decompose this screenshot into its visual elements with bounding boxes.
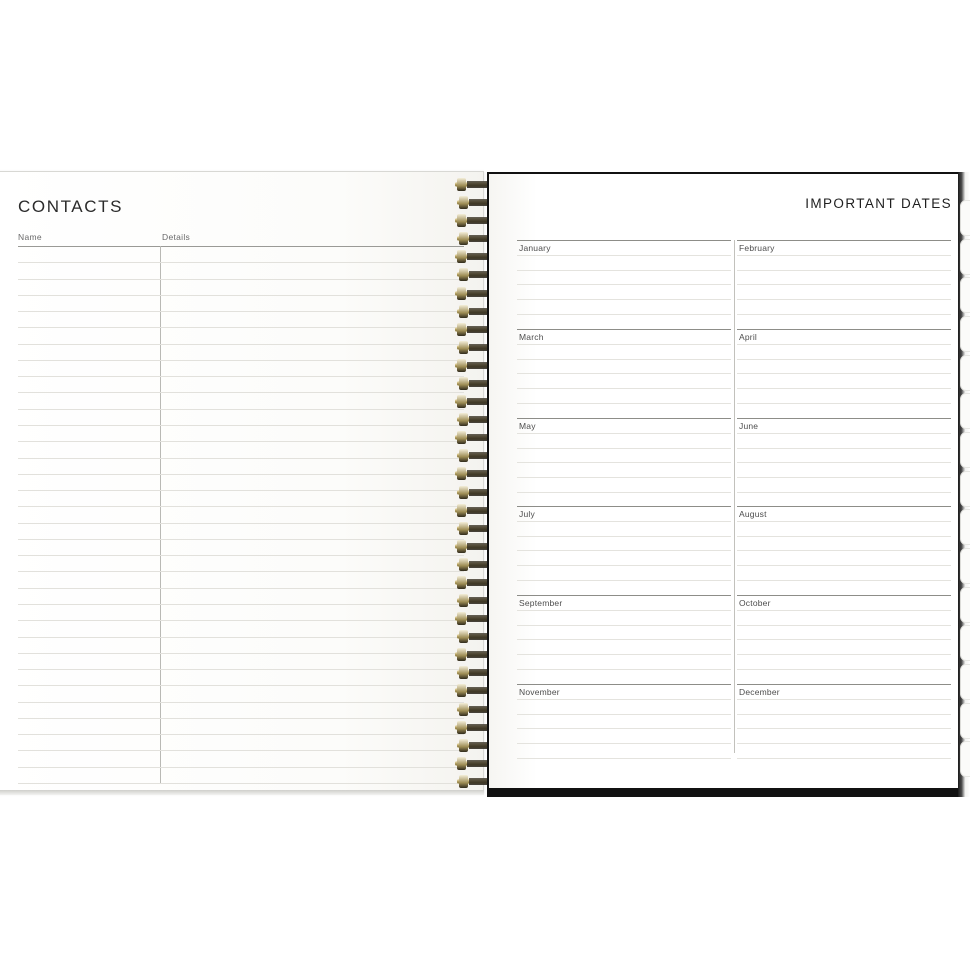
contacts-line — [18, 571, 464, 572]
right-page-important-dates — [487, 172, 970, 797]
month-line — [517, 565, 731, 566]
month-top-rule — [737, 418, 951, 419]
month-cell[interactable] — [737, 240, 951, 329]
month-line — [737, 625, 951, 626]
month-cell[interactable] — [737, 506, 951, 595]
month-line — [517, 669, 731, 670]
page-title-contacts: CONTACTS — [18, 197, 124, 216]
month-label: November — [519, 687, 560, 697]
month-line — [737, 728, 951, 729]
page-edge-tab — [960, 432, 970, 468]
contacts-line — [18, 327, 464, 328]
month-line — [517, 625, 731, 626]
right-page-bottom-edge — [487, 788, 970, 797]
page-edge-tab — [960, 393, 970, 429]
month-line — [737, 344, 951, 345]
month-label: March — [519, 332, 544, 342]
month-line — [737, 270, 951, 271]
month-line — [517, 270, 731, 271]
contacts-line — [18, 311, 464, 312]
page-edge-tab — [960, 316, 970, 352]
contacts-line — [18, 474, 464, 475]
month-label: May — [519, 421, 536, 431]
month-line — [737, 521, 951, 522]
contacts-line — [18, 604, 464, 605]
month-line — [517, 462, 731, 463]
month-label: February — [739, 243, 775, 253]
month-line — [737, 610, 951, 611]
month-line — [517, 536, 731, 537]
month-line — [737, 550, 951, 551]
month-line — [737, 462, 951, 463]
month-line — [517, 359, 731, 360]
month-line — [517, 521, 731, 522]
page-edge-tabs — [960, 200, 970, 780]
contacts-line — [18, 392, 464, 393]
month-line — [517, 448, 731, 449]
month-cell[interactable] — [737, 684, 951, 773]
month-line — [517, 654, 731, 655]
contacts-line — [18, 425, 464, 426]
month-line — [517, 373, 731, 374]
month-line — [517, 284, 731, 285]
contacts-line — [18, 718, 464, 719]
month-label: December — [739, 687, 780, 697]
month-cell[interactable] — [737, 418, 951, 507]
month-line — [737, 314, 951, 315]
month-line — [737, 639, 951, 640]
month-line — [517, 433, 731, 434]
contacts-line — [18, 685, 464, 686]
month-top-rule — [737, 506, 951, 507]
month-top-rule — [517, 240, 731, 241]
contacts-line — [18, 344, 464, 345]
month-line — [737, 255, 951, 256]
month-line — [517, 758, 731, 759]
month-top-rule — [737, 595, 951, 596]
month-line — [517, 344, 731, 345]
month-cell[interactable] — [517, 418, 731, 507]
month-cell[interactable] — [517, 684, 731, 773]
contacts-line — [18, 458, 464, 459]
month-line — [737, 743, 951, 744]
month-line — [517, 255, 731, 256]
contacts-line — [18, 620, 464, 621]
month-line — [517, 714, 731, 715]
contacts-line — [18, 539, 464, 540]
contacts-line — [18, 734, 464, 735]
column-header-name: Name — [18, 232, 42, 242]
month-line — [517, 728, 731, 729]
page-edge-tab — [960, 741, 970, 777]
contacts-line — [18, 295, 464, 296]
contacts-line — [18, 490, 464, 491]
month-cell[interactable] — [517, 506, 731, 595]
month-label: September — [519, 598, 563, 608]
month-line — [737, 699, 951, 700]
contacts-line — [18, 750, 464, 751]
contacts-ruled-lines — [18, 246, 464, 783]
month-line — [737, 284, 951, 285]
page-edge-tab — [960, 239, 970, 275]
month-line — [517, 743, 731, 744]
page-edge-tab — [960, 509, 970, 545]
contacts-line — [18, 409, 464, 410]
month-line — [517, 299, 731, 300]
contacts-line — [18, 360, 464, 361]
contacts-line — [18, 669, 464, 670]
page-edge-tab — [960, 664, 970, 700]
month-line — [517, 610, 731, 611]
month-label: January — [519, 243, 551, 253]
month-line — [737, 714, 951, 715]
month-line — [737, 299, 951, 300]
contacts-line — [18, 702, 464, 703]
left-page-contacts — [0, 171, 484, 793]
month-line — [737, 448, 951, 449]
month-line — [517, 314, 731, 315]
month-line — [517, 699, 731, 700]
month-top-rule — [517, 595, 731, 596]
month-top-rule — [737, 240, 951, 241]
month-line — [737, 580, 951, 581]
month-line — [517, 580, 731, 581]
month-line — [737, 669, 951, 670]
page-edge-tab — [960, 355, 970, 391]
month-top-rule — [517, 684, 731, 685]
month-line — [737, 373, 951, 374]
month-top-rule — [737, 684, 951, 685]
contacts-line — [18, 376, 464, 377]
contacts-line — [18, 262, 464, 263]
contacts-line — [18, 783, 464, 784]
page-edge-tab — [960, 548, 970, 584]
page-edge-tab — [960, 625, 970, 661]
contacts-line — [18, 555, 464, 556]
month-label: October — [739, 598, 771, 608]
column-header-details: Details — [162, 232, 191, 242]
contacts-line — [18, 588, 464, 589]
months-grid — [517, 240, 951, 753]
month-line — [517, 550, 731, 551]
month-line — [737, 403, 951, 404]
month-label: June — [739, 421, 759, 431]
page-title-important-dates: IMPORTANT DATES — [805, 196, 952, 211]
contacts-line — [18, 637, 464, 638]
page-edge-tab — [960, 587, 970, 623]
page-edge-tab — [960, 703, 970, 739]
contacts-line — [18, 506, 464, 507]
month-cell[interactable] — [737, 595, 951, 684]
page-edge-tab — [960, 277, 970, 313]
month-top-rule — [517, 506, 731, 507]
month-top-rule — [517, 418, 731, 419]
month-line — [737, 565, 951, 566]
month-label: April — [739, 332, 758, 342]
month-top-rule — [517, 329, 731, 330]
left-page-surface — [0, 172, 483, 792]
month-label: August — [739, 509, 767, 519]
month-line — [517, 388, 731, 389]
month-line — [737, 536, 951, 537]
month-cell[interactable] — [517, 329, 731, 418]
contacts-line — [18, 279, 464, 280]
month-line — [737, 654, 951, 655]
month-cell[interactable] — [517, 595, 731, 684]
page-edge-tab — [960, 471, 970, 507]
contacts-line — [18, 653, 464, 654]
month-line — [737, 388, 951, 389]
right-page-surface — [489, 174, 970, 795]
months-column-divider — [734, 240, 735, 753]
month-line — [737, 492, 951, 493]
month-line — [737, 477, 951, 478]
page-edge-tab — [960, 200, 970, 236]
month-top-rule — [737, 329, 951, 330]
month-line — [737, 433, 951, 434]
contacts-line — [18, 523, 464, 524]
month-label: July — [519, 509, 535, 519]
month-cell[interactable] — [737, 329, 951, 418]
month-line — [517, 403, 731, 404]
contacts-line — [18, 767, 464, 768]
month-line — [737, 758, 951, 759]
month-cell[interactable] — [517, 240, 731, 329]
left-page-bottom-shadow — [0, 790, 484, 795]
month-line — [517, 492, 731, 493]
contacts-line — [18, 441, 464, 442]
month-line — [517, 639, 731, 640]
month-line — [737, 359, 951, 360]
month-line — [517, 477, 731, 478]
